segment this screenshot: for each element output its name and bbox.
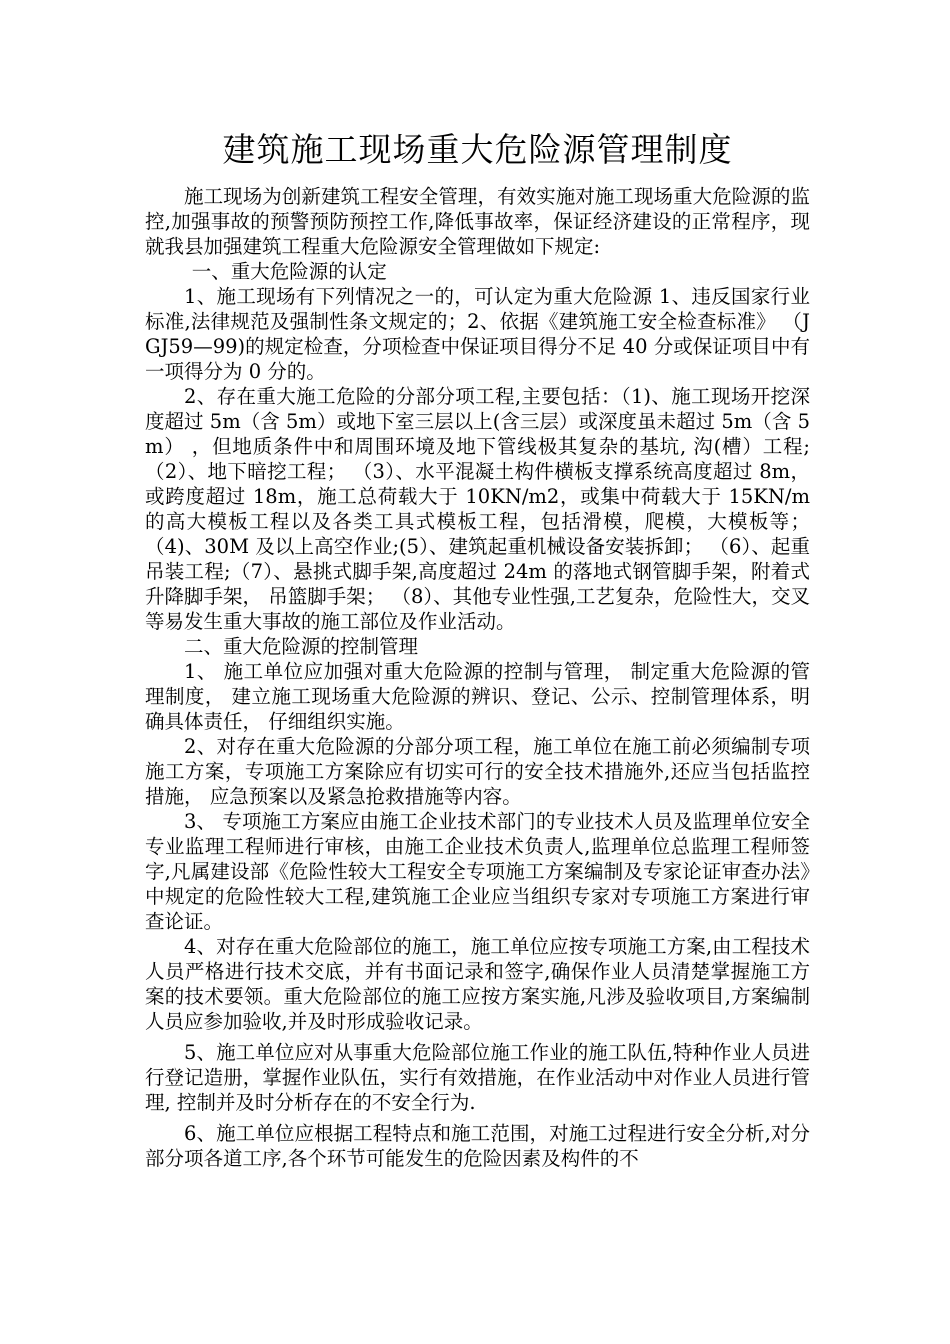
section-2-paragraph-5: 5、施工单位应对从事重大危险部位施工作业的施工队伍,特种作业人员进行登记造册，掌握作业队伍，实行有效措施，在作业活动中对作业人员进行管理, 控制并及时分析存在的不安全行为. (145, 1041, 810, 1114)
document-title: 建筑施工现场重大危险源管理制度 (222, 130, 733, 169)
section-2-heading: 二、重大危险源的控制管理 (184, 635, 419, 658)
section-1-heading: 一、重大危险源的认定 (191, 260, 387, 283)
section-2-paragraph-6: 6、施工单位应根据工程特点和施工范围，对施工过程进行安全分析,对分部分项各道工序,各个环节可能发生的危险因素及构件的不 (145, 1122, 810, 1170)
section-2-paragraph-2: 2、对存在重大危险源的分部分项工程，施工单位在施工前必须编制专项施工方案，专项施工方案除应有切实可行的安全技术措施外,还应当包括监控措施， 应急预案以及紧急抢救措施等内容。 (145, 735, 810, 808)
section-1-paragraph-2: 2、存在重大施工危险的分部分项工程,主要包括：（1)、施工现场开挖深度超过 5m（含 5m）或地下室三层以上(含三层）或深度虽未超过 5m（含 5m） ，但地质条件中和周围环境及地下管线极其复杂的基坑, 沟(槽）工程;（2）、地下暗挖工程； （3）、水平混凝土构件横板支撑系统高度超过 8m，或跨度超过 18m，施工总荷载大于 10KN/m2，或集中荷载大于 15KN/m 的高大模板工程以及各类工具式模板工程，包括滑模，爬模，大模板等；（4)、30M 及以上高空作业;(5）、建筑起重机械设备安装拆卸； （6）、起重吊装工程;（7）、悬挑式脚手架,高度超过 24m 的落地式钢管脚手架，附着式升降脚手架， 吊篮脚手架； （8）、其他专业性强,工艺复杂，危险性大，交叉等易发生重大事故的施工部位及作业活动。 (145, 385, 810, 633)
section-2-paragraph-3: 3、 专项施工方案应由施工企业技术部门的专业技术人员及监理单位安全专业监理工程师进行审核，由施工企业技术负责人,监理单位总监理工程师签字,凡属建设部《危险性较大工程安全专项施工方案编制及专家论证审查办法》中规定的危险性较大工程,建筑施工企业应当组织专家对专项施工方案进行审查论证。 (145, 810, 810, 933)
section-2-paragraph-1: 1、 施工单位应加强对重大危险源的控制与管理， 制定重大危险源的管理制度， 建立施工现场重大危险源的辨识、登记、公示、控制管理体系，明确具体责任， 仔细组织实施。 (145, 660, 810, 733)
document-page (145, 120, 810, 1171)
section-2-paragraph-4: 4、对存在重大危险部位的施工，施工单位应按专项施工方案,由工程技术人员严格进行技术交底，并有书面记录和签字,确保作业人员清楚掌握施工方案的技术要领。重大危险部位的施工应按方案实施,凡涉及验收项目,方案编制人员应参加验收,并及时形成验收记录。 (145, 935, 810, 1033)
intro-paragraph: 施工现场为创新建筑工程安全管理，有效实施对施工现场重大危险源的监控,加强事故的预警预防预控工作,降低事故率，保证经济建设的正常程序，现就我县加强建筑工程重大危险源安全管理做如下规定: (145, 185, 810, 258)
section-1-paragraph-1: 1、施工现场有下列情况之一的，可认定为重大危险源 1、违反国家行业标准,法律规范及强制性条文规定的；2、依据《建筑施工安全检查标准》 （JGJ59—99)的规定检查，分项检查中保证项目得分不足 40 分或保证项目中有一项得分为 0 分的。 (145, 285, 810, 383)
